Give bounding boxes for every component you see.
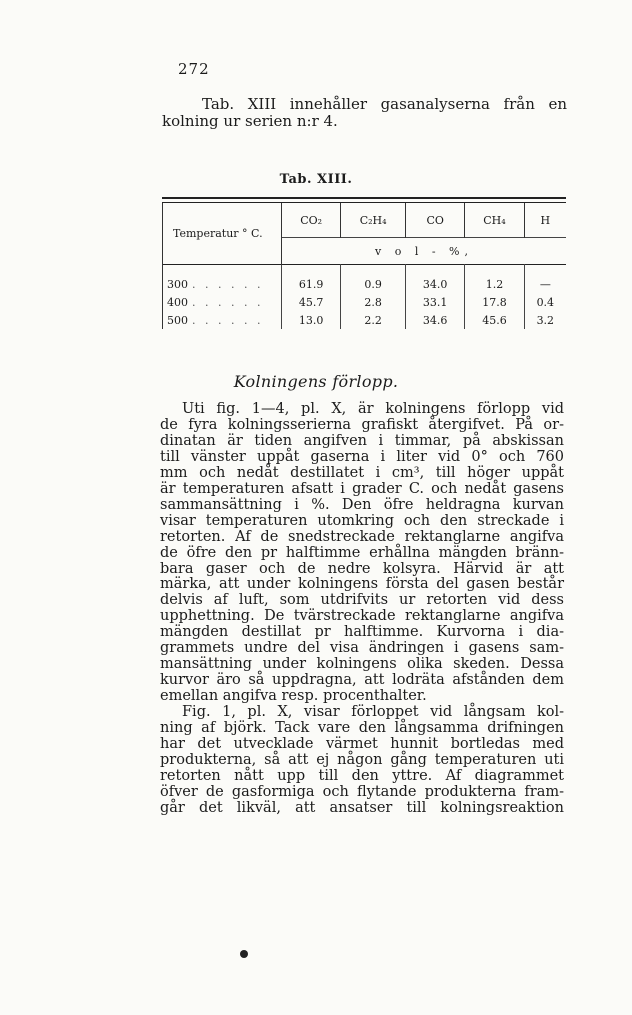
text-line: upphettning. De tvärstreckade rektanglarne angifva	[160, 608, 564, 625]
temperature-value: 300	[167, 277, 188, 291]
table-cell: 34.0	[406, 265, 465, 294]
table-row	[163, 265, 567, 294]
text-line: retorten nått upp till den yttre. Af diagrammet	[160, 767, 564, 784]
text-line: de öfre den pr halftimme erhållna mängden bränn-	[160, 544, 564, 561]
table-cell: 2.2	[341, 311, 406, 329]
gas-analysis-table	[162, 197, 566, 329]
table-cell: 17.8	[465, 293, 524, 311]
text-line: bara gaser och de nedre kolsyra. Härvid är att	[160, 560, 564, 577]
intro-paragraph	[162, 96, 567, 130]
text-line: mansättning under kolningens olika skeden. Dessa	[160, 656, 564, 673]
table-cell: 1.2	[465, 265, 524, 294]
table-header-row	[163, 203, 567, 238]
table-title: Tab. XIII.	[279, 172, 353, 187]
text-line: går det likväl, att ansatser till kolningsreaktion	[160, 799, 564, 816]
table-cell: 61.9	[282, 265, 341, 294]
text-line: Fig. 1, pl. X, visar förloppet vid långsam kol-	[182, 704, 564, 721]
table-cell: 34.6	[406, 311, 465, 329]
temperature-cell: 300 . . . . . .	[163, 265, 282, 294]
text-line: till vänster uppåt gaserna i liter vid 0° och 760	[160, 448, 564, 465]
table-row	[163, 293, 567, 311]
intro-line: Tab. XIII innehåller gasanalyserna från en	[202, 95, 567, 113]
temperature-cell: 500 . . . . . .	[163, 311, 282, 329]
temperature-cell: 400 . . . . . .	[163, 293, 282, 311]
text-line: retorten. Af de snedstreckade rektanglarne angifva	[160, 528, 564, 545]
section-title: Kolningens förlopp.	[233, 372, 399, 391]
table-cell: 13.0	[282, 311, 341, 329]
text-line: mm och nedåt destillatet i cm³, till höger uppåt	[160, 464, 564, 481]
column-header-h: H	[540, 213, 551, 227]
column-header-co: CO	[406, 203, 465, 238]
text-line: sammansättning i %. Den öfre heldragna kurvan	[160, 496, 564, 513]
text-line: märka, att under kolningens första del gasen består	[160, 576, 564, 593]
gas-analysis-grid	[162, 203, 566, 329]
text-line: kurvor äro så uppdragna, att lodräta afstånden dem	[160, 672, 564, 689]
text-line: produkterna, så att ej någon gång temperaturen uti	[160, 751, 564, 768]
table-cell: 0.9	[341, 265, 406, 294]
table-cell: 45.7	[282, 293, 341, 311]
text-line: mängden destillat pr halftimme. Kurvorna i dia-	[160, 624, 564, 641]
text-line: grammets undre del visa ändringen i gasens sam-	[160, 640, 564, 657]
text-line: har det utvecklade värmet hunnit bortledas med	[160, 736, 564, 753]
table-cell: 33.1	[406, 293, 465, 311]
intro-line: kolning ur serien n:r 4.	[162, 112, 338, 130]
temperature-value: 400	[167, 295, 188, 309]
table-top-rule	[162, 197, 566, 199]
temperature-value: 500	[167, 313, 188, 327]
table-cell: 0.4	[536, 295, 555, 309]
text-line: öfver de gasformiga och flytande produkterna fram-	[160, 783, 564, 800]
page-number: 272	[178, 60, 210, 78]
text-line: visar temperaturen utomkring och den streckade i	[160, 512, 564, 529]
column-header-c2h4: C₂H₄	[341, 203, 406, 238]
temperature-header: Temperatur ° C.	[163, 203, 282, 265]
unit-label: v o l - %,	[282, 238, 567, 265]
table-cell: —	[524, 265, 566, 294]
page-dot-ornament	[240, 950, 248, 958]
text-line: ning af björk. Tack vare den långsamma drifningen	[160, 720, 564, 737]
text-line: dinatan är tiden angifven i timmar, på abskissan	[160, 432, 564, 449]
text-line: delvis af luft, som utdrifvits ur retorten vid dess	[160, 592, 564, 609]
table-row	[163, 311, 567, 329]
column-header-co2: CO₂	[282, 203, 341, 238]
text-line: de fyra kolningsserierna grafiskt återgifvet. På or-	[160, 416, 564, 433]
text-line: emellan angifva resp. procenthalter.	[160, 688, 427, 705]
table-cell: 45.6	[465, 311, 524, 329]
body-text	[160, 402, 564, 817]
column-header-ch4: CH₄	[465, 203, 524, 238]
table-cell: 2.8	[341, 293, 406, 311]
table-cell: 3.2	[536, 313, 555, 327]
text-line: är temperaturen afsatt i grader C. och nedåt gasens	[160, 480, 564, 497]
text-line: Uti fig. 1—4, pl. X, är kolningens förlopp vid	[182, 401, 564, 417]
